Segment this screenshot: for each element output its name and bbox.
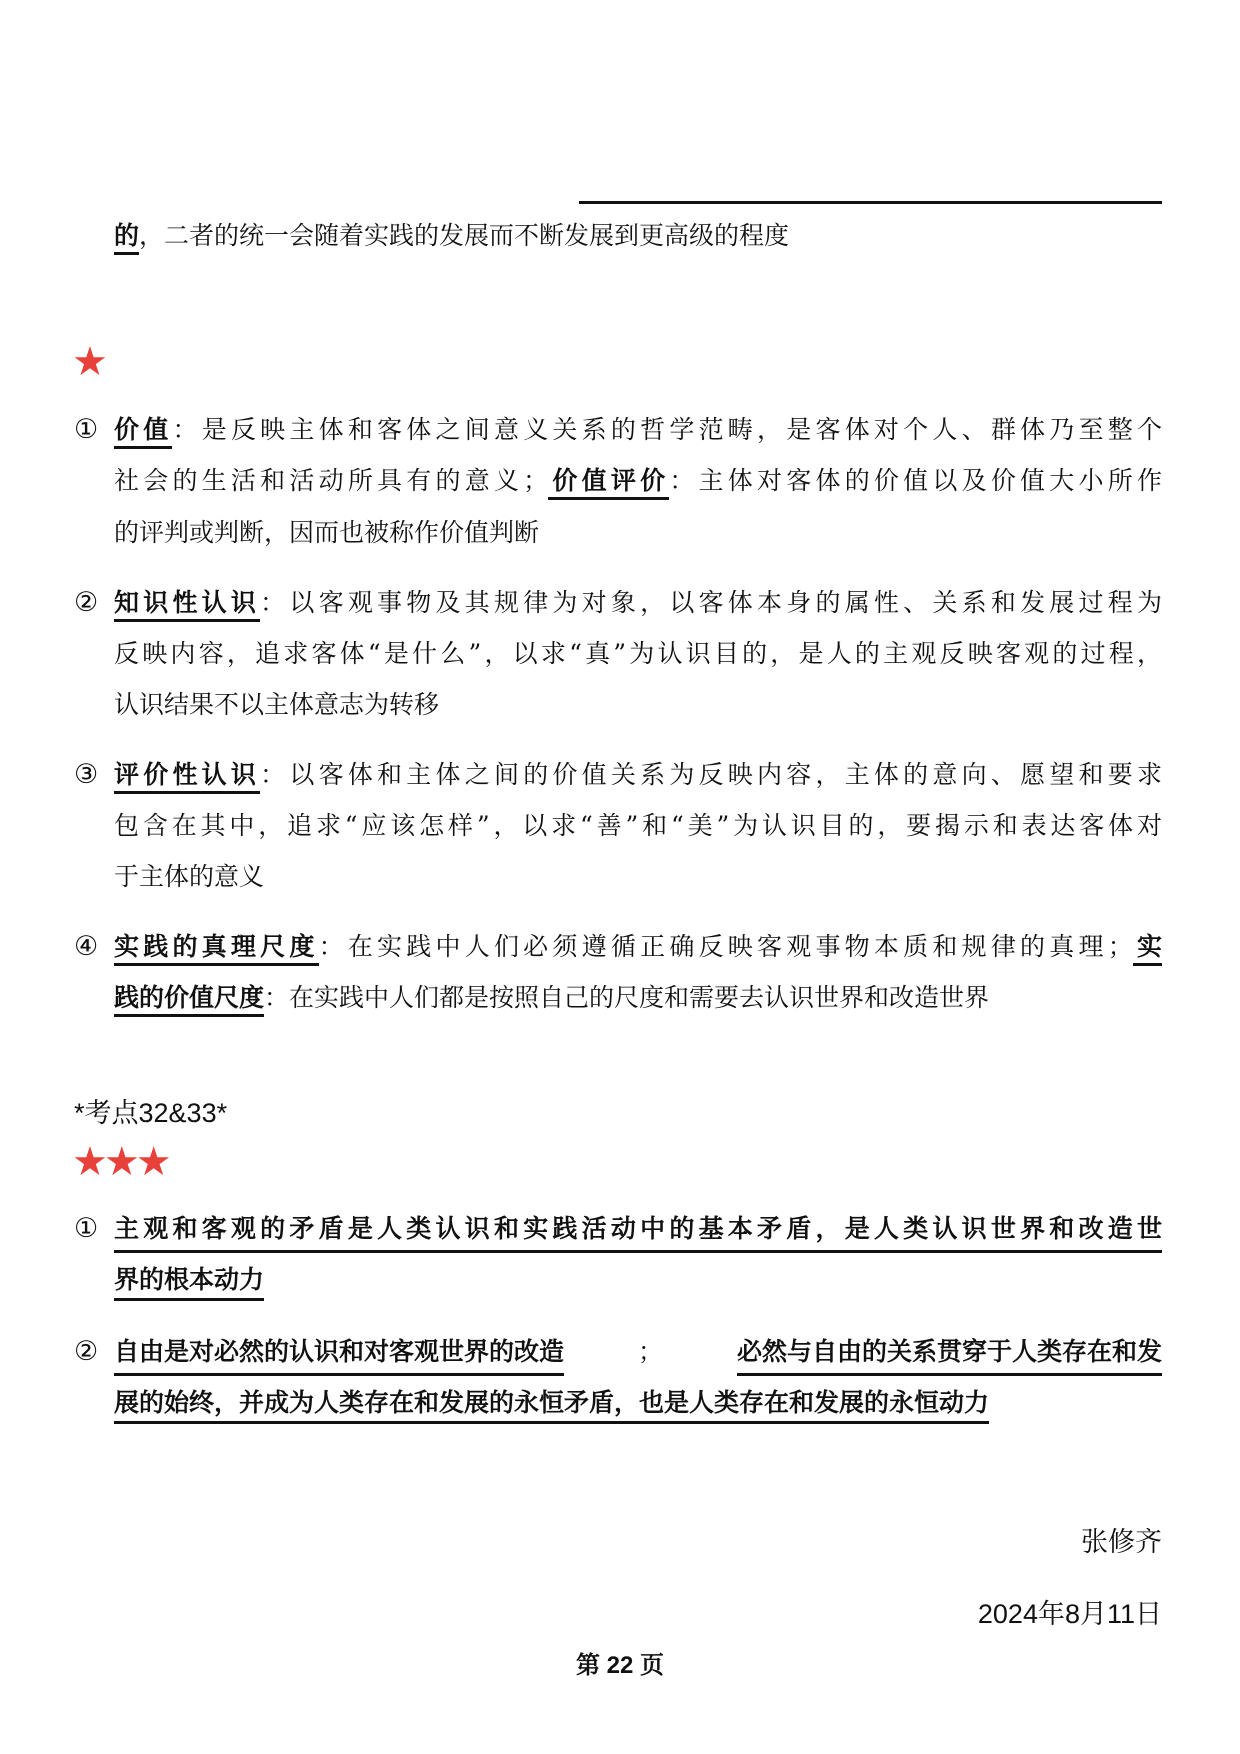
page-number: 第 22 页 (575, 1652, 665, 1679)
item-number: ③ (74, 759, 99, 790)
item-line (114, 586, 1162, 620)
item-line (114, 981, 1162, 1015)
star-rating-icon: ★ (72, 339, 108, 385)
item-line: 包含在其中，追求“应该怎样”，以求“善”和“美”为认识目的，要揭示和表达客体对 (114, 811, 1162, 840)
separator: ； (637, 1337, 663, 1366)
key-statement: 必然与自由的关系贯穿于人类存在和发 (737, 1335, 1162, 1376)
item-line (114, 758, 1162, 792)
key-term: 价值评价 (548, 466, 669, 500)
item-line: 于主体的意义 (114, 862, 265, 891)
key-statement: 自由是对必然的认识和对客观世界的改造 (114, 1335, 564, 1376)
item-text: ：主体对客体的价值以及价值大小所作 (669, 466, 1162, 495)
key-term: 评价性认识 (114, 760, 260, 794)
item-line: 的评判或判断，因而也被称作价值判断 (114, 518, 540, 547)
item-text: ：在实践中人们都是按照自己的尺度和需要去认识世界和改造世界 (264, 983, 990, 1012)
key-term: 实践的真理尺度 (114, 932, 319, 966)
item-number: ① (74, 414, 99, 445)
item-line (114, 1386, 1162, 1420)
item-text: ：是反映主体和客体之间意义关系的哲学范畴，是客体对个人、群体乃至整个 (172, 415, 1162, 444)
intro-text: ，二者的统一会随着实践的发展而不断发展到更高级的程度 (139, 221, 790, 250)
key-term: 践的价值尺度 (114, 983, 264, 1017)
item-number: ② (74, 1336, 99, 1367)
item-line (114, 1335, 1162, 1376)
item-line (114, 413, 1162, 447)
item-line (114, 464, 1162, 498)
item-text: ：以客体和主体之间的价值关系为反映内容，主体的意向、愿望和要求 (260, 760, 1162, 789)
item-number: ① (74, 1213, 99, 1244)
key-statement: 展的始终，并成为人类存在和发展的永恒矛盾，也是人类存在和发展的永恒动力 (114, 1388, 989, 1424)
item-number: ② (74, 587, 99, 618)
item-line (114, 1212, 1162, 1253)
author-name: 张修齐 (1081, 1527, 1162, 1557)
date: 2024年8月11日 (977, 1599, 1162, 1629)
key-statement: 主观和客观的矛盾是人类认识和实践活动中的基本矛盾，是人类认识世界和改造世 (114, 1212, 1162, 1253)
star-rating-icon: ★★★ (72, 1139, 168, 1185)
item-line: 认识结果不以主体意志为转移 (114, 690, 440, 719)
item-line (114, 930, 1162, 964)
key-term: 知识性认识 (114, 588, 260, 622)
exam-point-heading: *考点32&33* (74, 1098, 228, 1128)
item-text: 社会的生活和活动所具有的意义； (114, 466, 549, 495)
key-statement: 界的根本动力 (114, 1265, 264, 1301)
item-line: 反映内容，追求客体“是什么”，以求“真”为认识目的，是人的主观反映客观的过程， (114, 639, 1162, 668)
key-term: 价值 (114, 415, 172, 449)
item-line (114, 1263, 1162, 1297)
underline-continuation (579, 201, 1162, 204)
key-term: 的 (114, 221, 139, 255)
item-number: ④ (74, 931, 99, 962)
item-text: ：以客观事物及其规律为对象，以客体本身的属性、关系和发展过程为 (260, 588, 1162, 617)
intro-line (114, 219, 1162, 253)
item-text: ：在实践中人们必须遵循正确反映客观事物本质和规律的真理； (318, 932, 1133, 961)
key-term: 实 (1133, 932, 1162, 966)
